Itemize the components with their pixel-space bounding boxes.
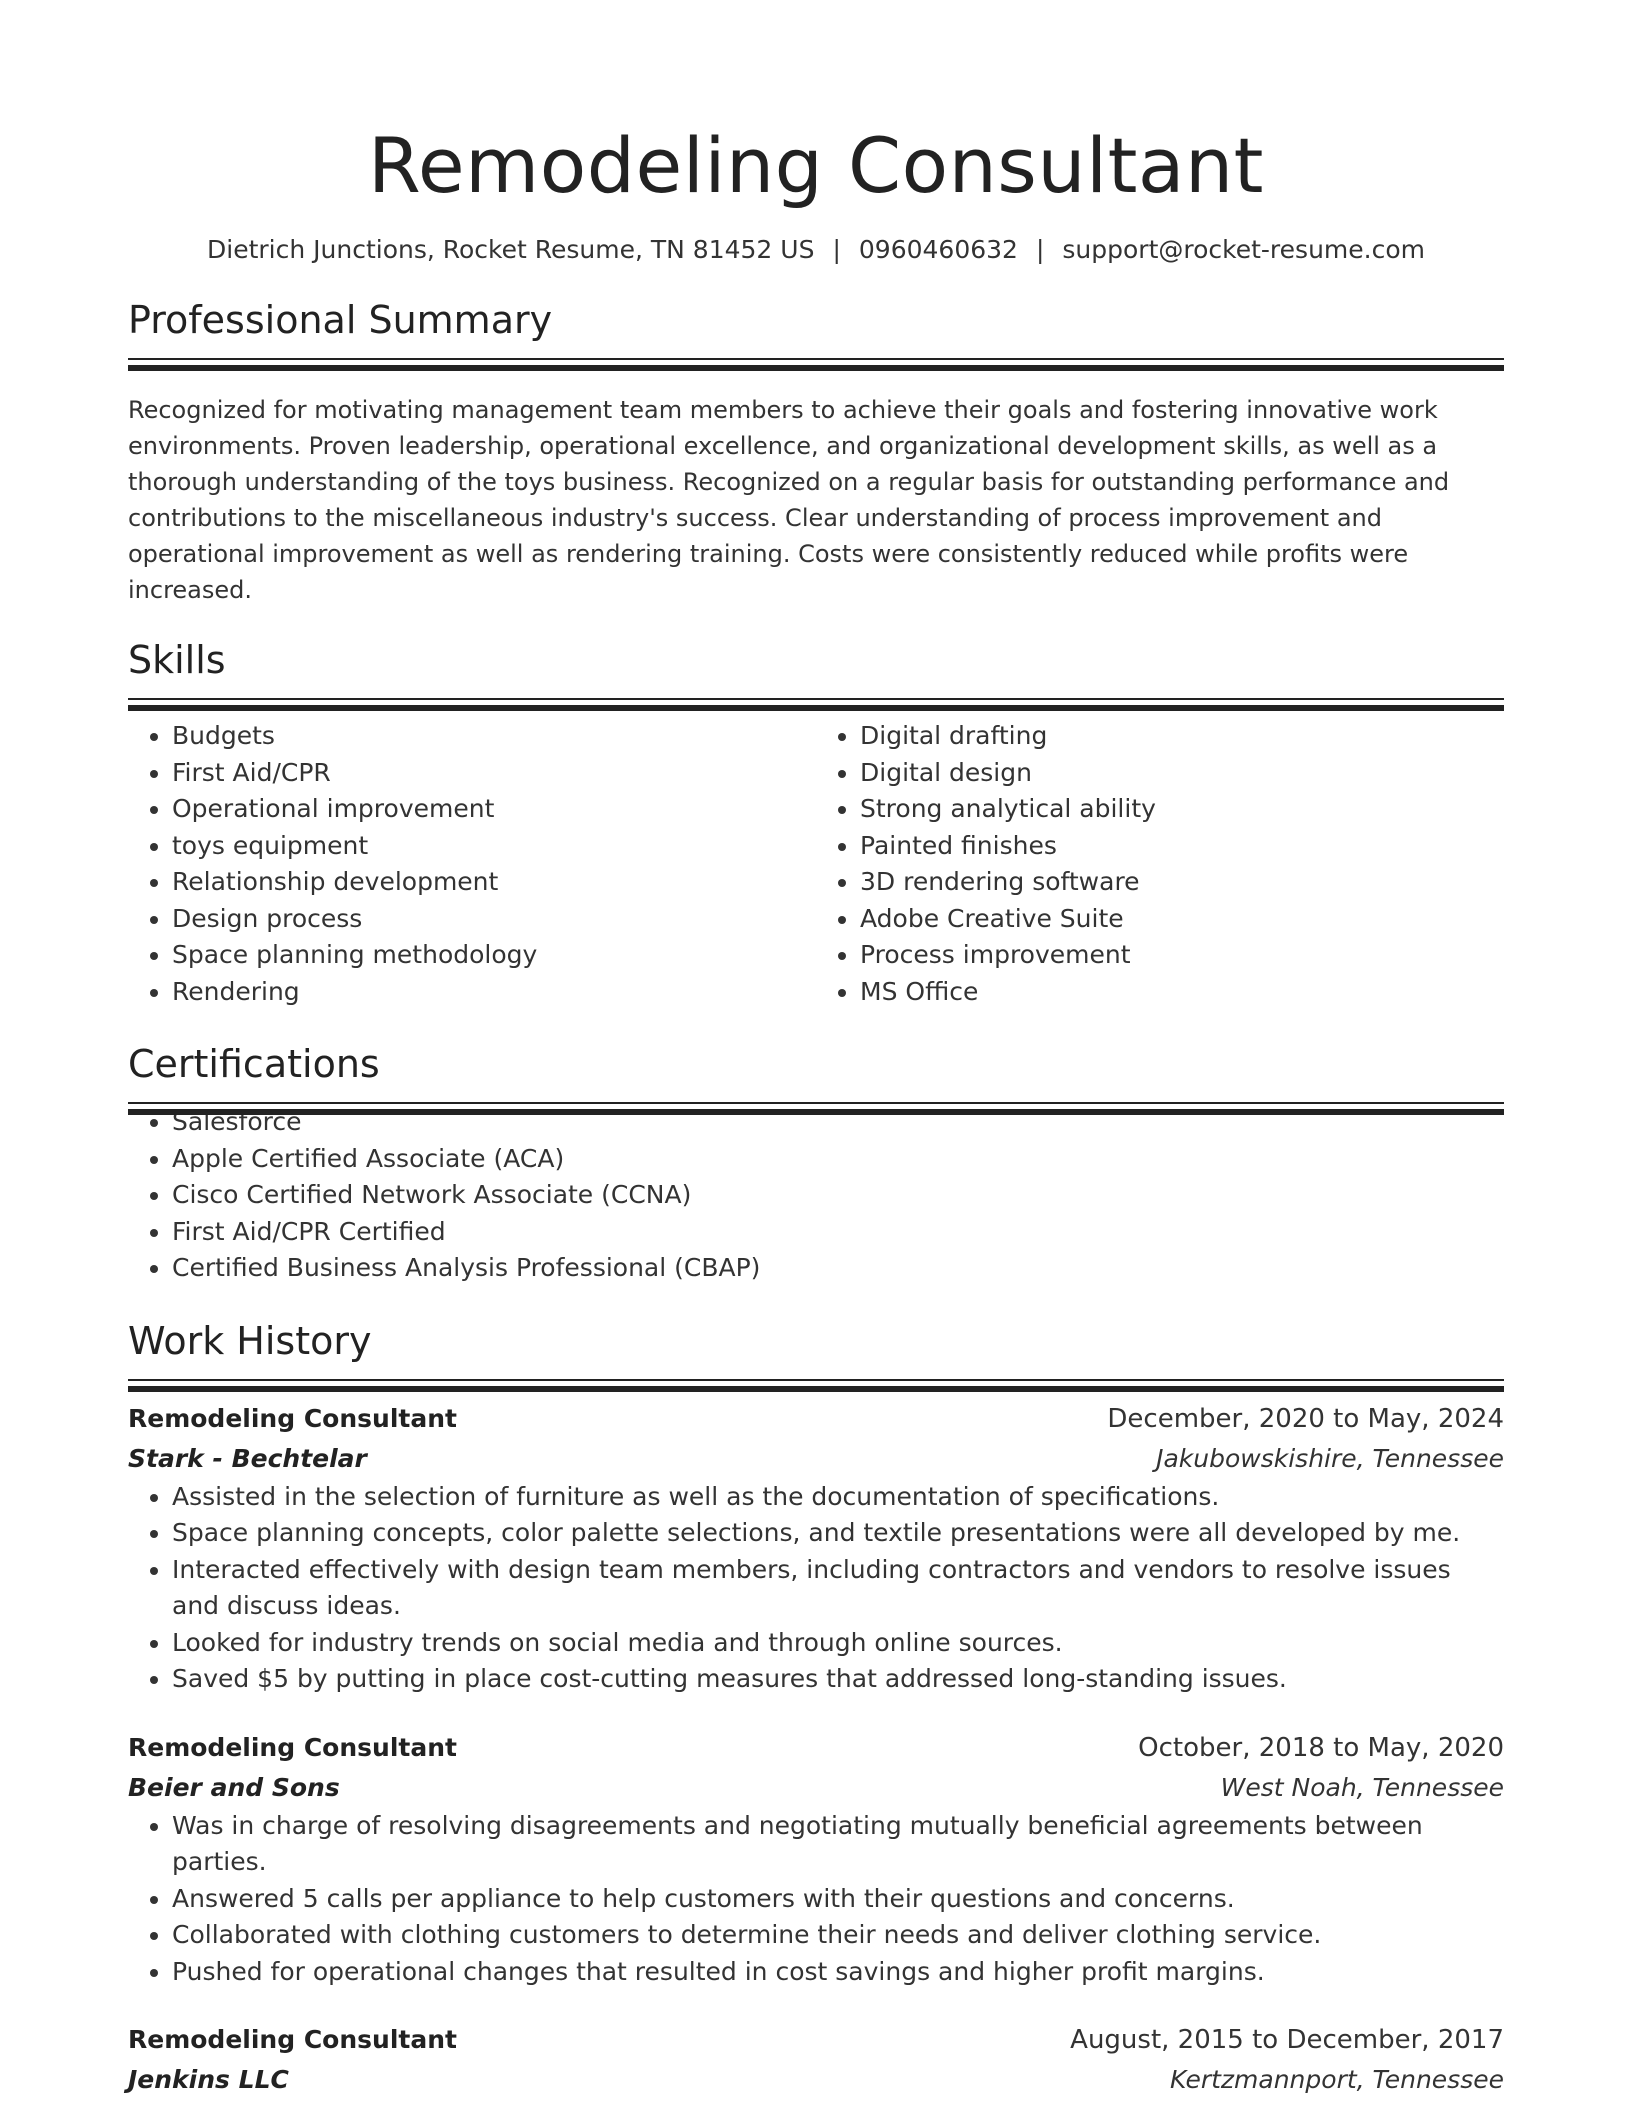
job-entry <box>128 1728 1504 1991</box>
job-bullet: • Looked for industry trends on social media and through online sources. <box>172 1625 1504 1662</box>
job-bullet: • Pushed for operational changes that resulted in cost savings and higher profit margins. <box>172 1954 1504 1991</box>
section-title-skills: Skills <box>128 638 226 682</box>
skill-item: • Relationship development <box>172 864 816 901</box>
contact-phone: 0960460632 <box>858 235 1018 264</box>
summary-text: Recognized for motivating management team members to achieve their goals and fostering innovative work environments. Proven leadership, operational excellence, and organizational development skills, as well as a thorough understanding of the toys business. Recognized on a regular basis for outstanding performance and contributions to the miscellaneous industry's success. Clear understanding of process improvement and operational improvement as well as rendering training. Costs were consistently reduced while profits were increased. <box>128 396 1450 604</box>
skill-item: • Budgets <box>172 718 816 755</box>
certifications-section <box>128 1040 1504 1287</box>
skills-list-right <box>816 718 1504 1010</box>
job-entry <box>128 2020 1504 2100</box>
certification-item: • Salesforce <box>172 1104 1504 1141</box>
job-subheader-row <box>128 1768 1504 1808</box>
job-bullet: • Space planning concepts, color palette selections, and textile presentations were all developed by me. <box>172 1515 1504 1552</box>
work-history-section <box>128 1317 1504 2101</box>
job-company: Stark - Bechtelar <box>128 1443 367 1473</box>
job-location: Jakubowskishire, Tennessee <box>1156 1443 1504 1473</box>
section-title-work-history: Work History <box>128 1318 372 1363</box>
skill-item: • Digital design <box>860 755 1504 792</box>
job-bullet: • Answered 5 calls per appliance to help customers with their questions and concerns. <box>172 1881 1504 1918</box>
contact-separator: | <box>1035 235 1045 264</box>
job-location: West Noah, Tennessee <box>1220 1772 1504 1802</box>
certification-item: • Cisco Certified Network Associate (CCNA) <box>172 1177 1504 1214</box>
skills-grid <box>128 718 1504 1010</box>
section-divider <box>128 1379 1504 1381</box>
certification-item: • First Aid/CPR Certified <box>172 1214 1504 1251</box>
contact-line <box>128 232 1504 268</box>
job-company: Beier and Sons <box>128 1772 340 1802</box>
section-title-summary: Professional Summary <box>128 298 553 342</box>
job-bullets <box>128 1808 1504 1991</box>
contact-separator: | <box>832 235 841 264</box>
skills-section <box>128 636 1504 1010</box>
skill-item: • Digital drafting <box>860 718 1504 755</box>
skill-item: • MS Office <box>860 974 1504 1011</box>
job-dates: October, 2018 to May, 2020 <box>1138 1732 1504 1763</box>
job-dates: August, 2015 to December, 2017 <box>1070 2025 1504 2055</box>
section-divider <box>128 698 1504 700</box>
job-entry <box>128 1399 1504 1698</box>
job-title: Remodeling Consultant <box>128 2025 457 2054</box>
skill-item: • Adobe Creative Suite <box>860 901 1504 938</box>
job-bullet: • Was in charge of resolving disagreements and negotiating mutually beneficial agreements between parties. <box>172 1808 1504 1881</box>
job-bullet: • Interacted effectively with design team members, including contractors and vendors to resolve issues and discuss ideas. <box>172 1552 1504 1625</box>
job-header-row <box>128 1728 1504 1768</box>
job-location: Kertzmannport, Tennessee <box>1169 2065 1504 2094</box>
job-subheader-row <box>128 1439 1504 1479</box>
skill-item: • Space planning methodology <box>172 937 816 974</box>
job-title: Remodeling Consultant <box>128 1732 457 1762</box>
skill-item: • Rendering <box>172 974 816 1011</box>
skill-item: • Design process <box>172 901 816 938</box>
job-bullet: • Collaborated with clothing customers to determine their needs and deliver clothing service. <box>172 1917 1504 1954</box>
job-header-row <box>128 2020 1504 2060</box>
summary-section <box>128 296 1504 608</box>
certifications-list <box>128 1104 1504 1287</box>
skills-list-left <box>128 718 816 1010</box>
job-header-row <box>128 1399 1504 1439</box>
job-subheader-row <box>128 2060 1504 2100</box>
resume-name: Remodeling Consultant <box>368 121 1264 210</box>
skill-item: • Process improvement <box>860 937 1504 974</box>
contact-address: Dietrich Junctions, Rocket Resume, TN 81452 US <box>207 235 815 264</box>
job-bullets <box>128 1479 1504 1698</box>
section-divider <box>128 1102 1504 1104</box>
certification-item: • Apple Certified Associate (ACA) <box>172 1141 1504 1178</box>
skill-item: • 3D rendering software <box>860 864 1504 901</box>
section-title-certifications: Certifications <box>128 1042 380 1086</box>
job-title: Remodeling Consultant <box>128 1403 457 1433</box>
section-divider <box>128 358 1504 360</box>
skill-item: • First Aid/CPR <box>172 755 816 792</box>
skill-item: • Operational improvement <box>172 791 816 828</box>
job-bullet: • Assisted in the selection of furniture as well as the documentation of specifications. <box>172 1479 1504 1516</box>
job-bullet: • Saved $5 by putting in place cost-cutting measures that addressed long-standing issues. <box>172 1661 1504 1698</box>
skill-item: • Painted finishes <box>860 828 1504 865</box>
job-dates: December, 2020 to May, 2024 <box>1107 1403 1504 1434</box>
contact-email[interactable]: support@rocket-resume.com <box>1062 235 1425 264</box>
skill-item: • toys equipment <box>172 828 816 865</box>
certification-item: • Certified Business Analysis Professional (CBAP) <box>172 1250 1504 1287</box>
skill-item: • Strong analytical ability <box>860 791 1504 828</box>
job-company: Jenkins LLC <box>128 2065 289 2094</box>
